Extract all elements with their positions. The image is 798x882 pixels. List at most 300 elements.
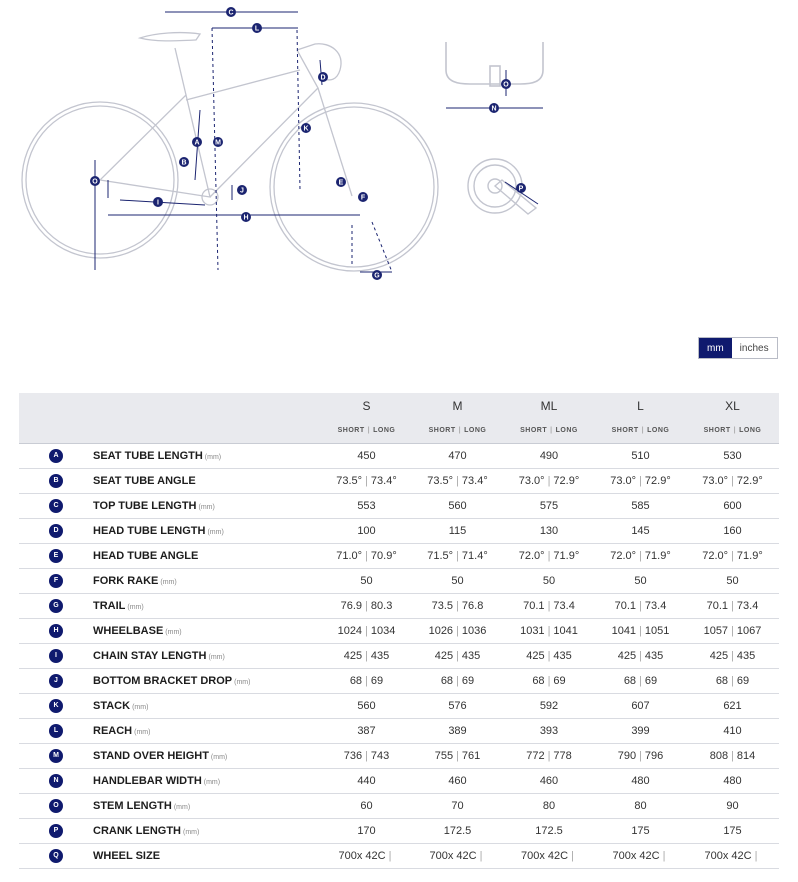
value-long: 435 bbox=[461, 650, 481, 662]
value-long: 73.4 bbox=[736, 600, 759, 612]
value-separator: | bbox=[639, 650, 642, 662]
svg-text:O: O bbox=[92, 178, 98, 186]
row-key-badge: H bbox=[49, 624, 63, 638]
svg-text:P: P bbox=[518, 185, 524, 193]
geometry-row-k bbox=[19, 694, 779, 719]
parameter-name: HANDLEBAR WIDTH bbox=[93, 775, 202, 787]
value-long: 69 bbox=[370, 675, 384, 687]
value-cell bbox=[503, 469, 595, 494]
value-cell bbox=[412, 569, 503, 594]
value-cell bbox=[595, 744, 686, 769]
value-cell bbox=[321, 744, 412, 769]
value-separator: | bbox=[365, 600, 368, 612]
value-cell bbox=[503, 569, 595, 594]
parameter-name: CHAIN STAY LENGTH bbox=[93, 650, 207, 662]
value-short: 576 bbox=[448, 700, 467, 712]
value-short: 1041 bbox=[611, 625, 637, 637]
row-key-badge: G bbox=[49, 599, 63, 613]
value-cell bbox=[503, 544, 595, 569]
svg-text:G: G bbox=[374, 272, 380, 280]
parameter-name: BOTTOM BRACKET DROP bbox=[93, 675, 233, 687]
diagram-marker-stem-o bbox=[501, 79, 511, 89]
value-cell bbox=[503, 769, 595, 794]
value-short: 50 bbox=[451, 575, 464, 587]
parameter-name: STAND OVER HEIGHT bbox=[93, 750, 209, 762]
value-separator: | bbox=[731, 750, 734, 762]
diagram-marker-b bbox=[179, 157, 189, 167]
value-long: 71.9° bbox=[736, 550, 763, 562]
value-long: 69 bbox=[553, 675, 566, 687]
value-long: 435 bbox=[644, 650, 664, 662]
value-separator: | bbox=[547, 600, 551, 612]
value-short: 553 bbox=[357, 500, 376, 512]
value-short: 50 bbox=[634, 575, 647, 587]
row-key-badge: C bbox=[49, 499, 63, 513]
value-cell bbox=[321, 569, 412, 594]
row-key-badge: J bbox=[49, 674, 63, 688]
value-cell bbox=[595, 519, 686, 544]
value-short: 480 bbox=[631, 775, 650, 787]
value-cell bbox=[321, 844, 412, 869]
value-short: 90 bbox=[726, 800, 739, 812]
size-header: XL bbox=[686, 393, 779, 418]
value-separator: | bbox=[731, 650, 734, 662]
value-cell bbox=[321, 794, 412, 819]
size-header: M bbox=[412, 393, 503, 418]
diagram-marker-p bbox=[516, 183, 526, 193]
value-cell bbox=[412, 544, 503, 569]
value-long: 80.3 bbox=[370, 600, 393, 612]
value-short: 72.0° bbox=[518, 550, 545, 562]
value-cell bbox=[412, 794, 503, 819]
value-cell bbox=[595, 569, 686, 594]
parameter-unit: (mm) bbox=[204, 454, 222, 461]
diagram-marker-n bbox=[489, 103, 499, 113]
value-separator: | bbox=[731, 550, 734, 562]
value-separator: | bbox=[456, 675, 459, 687]
value-cell bbox=[595, 594, 686, 619]
value-cell bbox=[321, 444, 412, 469]
row-key-badge: P bbox=[49, 824, 63, 838]
parameter-unit: (mm) bbox=[183, 829, 200, 836]
value-cell bbox=[412, 494, 503, 519]
svg-text:I: I bbox=[157, 199, 159, 207]
value-cell bbox=[321, 469, 412, 494]
value-short: 621 bbox=[723, 700, 742, 712]
geometry-row-i bbox=[19, 644, 779, 669]
value-short: 425 bbox=[343, 650, 363, 662]
parameter-unit: (mm) bbox=[208, 654, 225, 661]
value-long: 1034 bbox=[370, 625, 396, 637]
value-cell bbox=[503, 794, 595, 819]
value-short: 425 bbox=[617, 650, 637, 662]
row-key-badge: M bbox=[49, 749, 63, 763]
value-short: 399 bbox=[631, 725, 650, 737]
value-short: 387 bbox=[357, 725, 376, 737]
value-cell bbox=[412, 644, 503, 669]
value-separator: | bbox=[547, 475, 551, 487]
value-short: 50 bbox=[726, 575, 739, 587]
value-short: 72.0° bbox=[610, 550, 637, 562]
value-separator: | bbox=[639, 625, 642, 637]
value-short: 70.1 bbox=[706, 600, 729, 612]
value-short: 560 bbox=[357, 700, 376, 712]
value-long: 73.4 bbox=[553, 600, 575, 612]
short-long-header: SHORT | LONG bbox=[503, 418, 595, 444]
value-long: 72.9° bbox=[553, 475, 580, 487]
value-separator: | bbox=[571, 850, 574, 862]
value-separator: | bbox=[731, 475, 734, 487]
value-cell bbox=[595, 669, 686, 694]
value-cell bbox=[595, 644, 686, 669]
row-key-badge: I bbox=[49, 649, 63, 663]
value-short: 700x 42C bbox=[429, 850, 477, 862]
parameter-name: REACH bbox=[93, 725, 133, 737]
value-cell bbox=[321, 719, 412, 744]
value-short: 393 bbox=[539, 725, 559, 737]
value-separator: | bbox=[365, 650, 368, 662]
value-cell bbox=[412, 744, 503, 769]
value-cell bbox=[595, 619, 686, 644]
size-header: L bbox=[595, 393, 686, 418]
value-short: 808 bbox=[709, 750, 729, 762]
value-separator: | bbox=[754, 850, 758, 862]
diagram-marker-e bbox=[336, 177, 346, 187]
value-cell bbox=[686, 844, 779, 869]
geometry-row-b bbox=[19, 469, 779, 494]
value-short: 175 bbox=[631, 825, 650, 837]
value-long: 71.4° bbox=[461, 550, 488, 562]
value-cell bbox=[686, 544, 779, 569]
value-cell bbox=[686, 494, 779, 519]
value-short: 425 bbox=[434, 650, 454, 662]
value-long: 1041 bbox=[553, 625, 578, 637]
value-separator: | bbox=[639, 600, 642, 612]
parameter-name: CRANK LENGTH bbox=[93, 825, 181, 837]
value-cell bbox=[503, 494, 595, 519]
value-cell bbox=[412, 694, 503, 719]
parameter-name: HEAD TUBE LENGTH bbox=[93, 525, 206, 537]
value-cell bbox=[595, 794, 686, 819]
value-long: 761 bbox=[461, 750, 481, 762]
value-long: 73.4° bbox=[370, 475, 397, 487]
value-short: 70.1 bbox=[614, 600, 637, 612]
value-short: 73.5 bbox=[431, 600, 454, 612]
value-cell bbox=[321, 694, 412, 719]
value-long: 76.8 bbox=[461, 600, 484, 612]
value-short: 530 bbox=[723, 450, 742, 462]
value-short: 73.0° bbox=[702, 475, 729, 487]
diagram-marker-l bbox=[252, 23, 262, 33]
value-short: 68 bbox=[623, 675, 637, 687]
value-short: 170 bbox=[357, 825, 376, 837]
value-short: 115 bbox=[448, 525, 467, 537]
value-separator: | bbox=[365, 625, 368, 637]
value-long: 71.9° bbox=[644, 550, 671, 562]
value-cell bbox=[595, 769, 686, 794]
geometry-row-p bbox=[19, 819, 779, 844]
unit-inches-button[interactable]: inches bbox=[732, 338, 777, 358]
geometry-row-c bbox=[19, 494, 779, 519]
value-short: 76.9 bbox=[340, 600, 363, 612]
value-cell bbox=[595, 844, 686, 869]
value-long: 69 bbox=[644, 675, 658, 687]
short-long-header-row bbox=[19, 418, 779, 444]
svg-text:D: D bbox=[320, 74, 326, 82]
value-short: 772 bbox=[526, 750, 545, 762]
value-cell bbox=[321, 644, 412, 669]
value-separator: | bbox=[547, 625, 551, 637]
value-short: 460 bbox=[448, 775, 467, 787]
value-long: 814 bbox=[736, 750, 756, 762]
parameter-unit: (mm) bbox=[127, 604, 144, 611]
value-long: 435 bbox=[370, 650, 390, 662]
geometry-row-a bbox=[19, 444, 779, 469]
value-short: 389 bbox=[448, 725, 467, 737]
value-cell bbox=[412, 619, 503, 644]
geometry-row-f bbox=[19, 569, 779, 594]
diagram-marker-m bbox=[213, 137, 223, 147]
value-separator: | bbox=[731, 600, 734, 612]
value-short: 460 bbox=[539, 775, 559, 787]
value-short: 50 bbox=[360, 575, 373, 587]
value-long: 778 bbox=[553, 750, 572, 762]
row-key-badge: A bbox=[49, 449, 63, 463]
value-cell bbox=[686, 769, 779, 794]
value-cell bbox=[412, 669, 503, 694]
value-cell bbox=[503, 819, 595, 844]
value-cell bbox=[686, 519, 779, 544]
value-short: 71.5° bbox=[427, 550, 454, 562]
value-separator: | bbox=[639, 750, 642, 762]
value-cell bbox=[321, 819, 412, 844]
value-cell bbox=[503, 594, 595, 619]
geometry-row-l bbox=[19, 719, 779, 744]
diagram-marker-o bbox=[90, 176, 100, 186]
value-cell bbox=[503, 719, 595, 744]
value-short: 68 bbox=[532, 675, 545, 687]
svg-text:M: M bbox=[215, 139, 221, 147]
value-cell bbox=[503, 519, 595, 544]
parameter-unit: (mm) bbox=[203, 779, 221, 786]
diagram-marker-h bbox=[241, 212, 251, 222]
value-separator: | bbox=[456, 550, 459, 562]
value-separator: | bbox=[365, 675, 368, 687]
value-short: 425 bbox=[709, 650, 729, 662]
row-key-badge: Q bbox=[49, 849, 63, 863]
value-short: 145 bbox=[631, 525, 650, 537]
svg-text:B: B bbox=[181, 159, 187, 167]
value-short: 700x 42C bbox=[612, 850, 660, 862]
value-short: 440 bbox=[357, 775, 376, 787]
value-short: 790 bbox=[617, 750, 637, 762]
diagram-marker-j bbox=[237, 185, 247, 195]
value-long: 435 bbox=[553, 650, 572, 662]
value-cell bbox=[321, 669, 412, 694]
parameter-name: SEAT TUBE LENGTH bbox=[93, 450, 203, 462]
value-short: 80 bbox=[542, 800, 556, 812]
diagram-marker-a bbox=[192, 137, 202, 147]
value-cell bbox=[412, 519, 503, 544]
value-short: 700x 42C bbox=[704, 850, 752, 862]
unit-toggle bbox=[698, 337, 778, 359]
value-short: 68 bbox=[440, 675, 454, 687]
parameter-name: SEAT TUBE ANGLE bbox=[93, 475, 196, 487]
diagram-marker-c bbox=[226, 7, 236, 17]
value-cell bbox=[321, 494, 412, 519]
value-cell bbox=[686, 819, 779, 844]
value-cell bbox=[686, 794, 779, 819]
geometry-row-h bbox=[19, 619, 779, 644]
value-short: 607 bbox=[631, 700, 650, 712]
svg-text:K: K bbox=[303, 125, 309, 133]
value-cell bbox=[503, 444, 595, 469]
row-key-badge: L bbox=[49, 724, 63, 738]
row-key-badge: E bbox=[49, 549, 63, 563]
value-short: 73.5° bbox=[427, 475, 454, 487]
value-separator: | bbox=[639, 675, 642, 687]
diagram-marker-d bbox=[318, 72, 328, 82]
value-separator: | bbox=[547, 650, 551, 662]
value-short: 1026 bbox=[428, 625, 454, 637]
diagram-marker-g bbox=[372, 270, 382, 280]
value-separator: | bbox=[456, 750, 459, 762]
svg-text:L: L bbox=[254, 25, 260, 33]
parameter-name: TRAIL bbox=[93, 600, 126, 612]
value-cell bbox=[321, 544, 412, 569]
value-short: 700x 42C bbox=[338, 850, 386, 862]
value-separator: | bbox=[365, 475, 368, 487]
value-short: 1031 bbox=[520, 625, 545, 637]
geometry-row-m bbox=[19, 744, 779, 769]
value-separator: | bbox=[639, 550, 642, 562]
diagram-marker-i bbox=[153, 197, 163, 207]
value-short: 100 bbox=[357, 525, 376, 537]
value-cell bbox=[412, 469, 503, 494]
row-key-badge: N bbox=[49, 774, 63, 788]
value-cell bbox=[503, 694, 595, 719]
value-short: 510 bbox=[631, 450, 650, 462]
parameter-unit: (mm) bbox=[134, 729, 151, 736]
value-short: 410 bbox=[723, 725, 742, 737]
diagram-marker-k bbox=[301, 123, 311, 133]
svg-text:A: A bbox=[194, 139, 200, 147]
parameter-unit: (mm) bbox=[160, 579, 177, 586]
value-long: 796 bbox=[644, 750, 664, 762]
value-separator: | bbox=[731, 625, 734, 637]
value-long: 1036 bbox=[461, 625, 487, 637]
value-short: 755 bbox=[434, 750, 454, 762]
value-long: 1067 bbox=[736, 625, 762, 637]
value-cell bbox=[503, 669, 595, 694]
value-short: 70.1 bbox=[523, 600, 545, 612]
bike-geometry-diagram bbox=[0, 0, 798, 330]
value-short: 600 bbox=[723, 500, 742, 512]
parameter-unit: (mm) bbox=[210, 754, 228, 761]
row-key-badge: F bbox=[49, 574, 63, 588]
value-cell bbox=[412, 844, 503, 869]
value-separator: | bbox=[479, 850, 483, 862]
value-long: 71.9° bbox=[553, 550, 580, 562]
value-short: 160 bbox=[723, 525, 742, 537]
value-separator: | bbox=[547, 550, 551, 562]
value-separator: | bbox=[388, 850, 392, 862]
geometry-row-o bbox=[19, 794, 779, 819]
value-cell bbox=[686, 469, 779, 494]
geometry-row-d bbox=[19, 519, 779, 544]
geometry-row-e bbox=[19, 544, 779, 569]
value-cell bbox=[686, 694, 779, 719]
svg-text:E: E bbox=[338, 179, 344, 187]
value-separator: | bbox=[662, 850, 666, 862]
value-long: 69 bbox=[736, 675, 750, 687]
value-short: 1024 bbox=[337, 625, 363, 637]
value-separator: | bbox=[365, 550, 368, 562]
value-cell bbox=[412, 594, 503, 619]
value-cell bbox=[686, 719, 779, 744]
value-short: 592 bbox=[539, 700, 559, 712]
value-separator: | bbox=[456, 650, 459, 662]
geometry-row-n bbox=[19, 769, 779, 794]
value-short: 480 bbox=[723, 775, 742, 787]
svg-text:J: J bbox=[240, 187, 244, 195]
value-long: 70.9° bbox=[370, 550, 397, 562]
value-long: 435 bbox=[736, 650, 756, 662]
value-short: 72.0° bbox=[702, 550, 729, 562]
short-long-header: SHORT | LONG bbox=[595, 418, 686, 444]
value-cell bbox=[595, 719, 686, 744]
value-cell bbox=[321, 519, 412, 544]
value-separator: | bbox=[456, 475, 459, 487]
parameter-unit: (mm) bbox=[234, 679, 251, 686]
value-long: 69 bbox=[461, 675, 475, 687]
parameter-name: WHEEL SIZE bbox=[93, 850, 161, 862]
value-long: 73.4° bbox=[461, 475, 488, 487]
parameter-unit: (mm) bbox=[165, 629, 182, 636]
value-cell bbox=[595, 819, 686, 844]
value-short: 73.0° bbox=[518, 475, 545, 487]
parameter-name: STACK bbox=[93, 700, 131, 712]
row-key-badge: K bbox=[49, 699, 63, 713]
value-short: 560 bbox=[448, 500, 467, 512]
value-cell bbox=[686, 744, 779, 769]
value-short: 70 bbox=[451, 800, 464, 812]
row-key-badge: D bbox=[49, 524, 63, 538]
svg-text:F: F bbox=[360, 194, 366, 202]
row-key-badge: B bbox=[49, 474, 63, 488]
geometry-row-q bbox=[19, 844, 779, 869]
parameter-unit: (mm) bbox=[198, 504, 215, 511]
parameter-name: TOP TUBE LENGTH bbox=[93, 500, 197, 512]
value-cell bbox=[686, 669, 779, 694]
value-cell bbox=[321, 619, 412, 644]
size-header: S bbox=[321, 393, 412, 418]
svg-text:H: H bbox=[243, 214, 249, 222]
parameter-name: FORK RAKE bbox=[93, 575, 159, 587]
value-short: 575 bbox=[539, 500, 559, 512]
unit-mm-button[interactable]: mm bbox=[699, 338, 732, 358]
short-long-header: SHORT | LONG bbox=[412, 418, 503, 444]
geometry-table bbox=[19, 393, 779, 869]
value-cell bbox=[686, 594, 779, 619]
value-cell bbox=[503, 744, 595, 769]
value-cell bbox=[503, 619, 595, 644]
value-short: 172.5 bbox=[535, 825, 563, 837]
size-header-row bbox=[19, 393, 779, 418]
value-cell bbox=[321, 769, 412, 794]
value-cell bbox=[412, 819, 503, 844]
value-long: 73.4 bbox=[644, 600, 667, 612]
